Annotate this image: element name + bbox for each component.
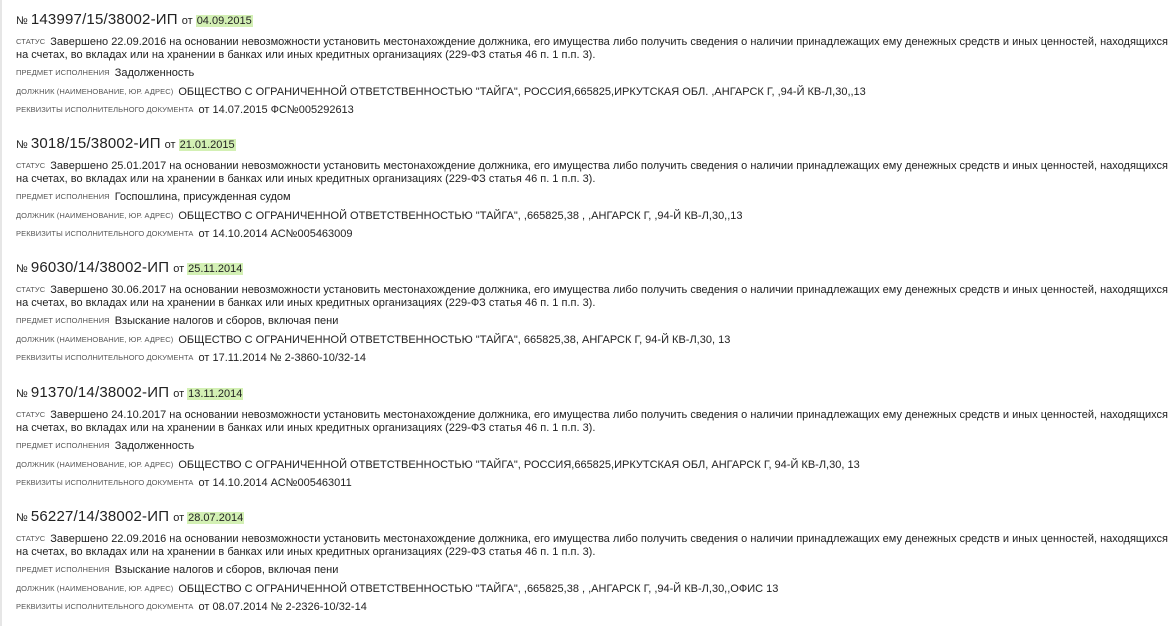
debtor-value: ОБЩЕСТВО С ОГРАНИЧЕННОЙ ОТВЕТСТВЕННОСТЬЮ "ТАЙГА", РОССИЯ,665825,ИРКУТСКАЯ ОБЛ. ,АНГАРСК Г, ,94-Й КВ-Л,30,,13: [178, 86, 866, 98]
proceeding-heading: [16, 11, 253, 29]
requisites-label: РЕКВИЗИТЫ ИСПОЛНИТЕЛЬНОГО ДОКУМЕНТА: [16, 229, 194, 238]
requisites-value: от 14.10.2014 АС№005463011: [198, 477, 352, 489]
requisites-value: от 14.10.2014 АС№005463009: [198, 228, 353, 240]
subject-value: Госпошлина, присужденная судом: [114, 191, 291, 203]
requisites-value: от 17.11.2014 № 2-3860-10/32-14: [198, 352, 367, 364]
proceeding-heading: [16, 508, 244, 526]
proceeding-date: 25.11.2014: [188, 263, 243, 275]
subject-label: ПРЕДМЕТ ИСПОЛНЕНИЯ: [16, 192, 110, 201]
status-row: [16, 283, 1172, 310]
proceeding-number: 91370/14/38002-ИП: [30, 384, 170, 401]
subject-row: [16, 190, 291, 204]
number-sign: №: [16, 139, 28, 151]
proceeding-date: 13.11.2014: [188, 388, 243, 400]
requisites-row: [16, 351, 366, 365]
proceeding-date: 28.07.2014: [188, 512, 244, 524]
requisites-value: от 14.07.2015 ФС№005292613: [198, 104, 354, 116]
subject-label: ПРЕДМЕТ ИСПОЛНЕНИЯ: [16, 316, 110, 325]
proceeding-heading: [16, 384, 243, 402]
requisites-label: РЕКВИЗИТЫ ИСПОЛНИТЕЛЬНОГО ДОКУМЕНТА: [16, 602, 194, 611]
debtor-label: ДОЛЖНИК (НАИМЕНОВАНИЕ, ЮР. АДРЕС): [16, 87, 174, 96]
subject-value: Задолженность: [114, 67, 195, 79]
number-sign: №: [16, 15, 28, 27]
requisites-label: РЕКВИЗИТЫ ИСПОЛНИТЕЛЬНОГО ДОКУМЕНТА: [16, 105, 194, 114]
date-prefix: от: [173, 512, 185, 524]
proceeding-number: 3018/15/38002-ИП: [30, 135, 161, 152]
status-label: СТАТУС: [16, 410, 46, 419]
subject-row: [16, 66, 194, 80]
debtor-label: ДОЛЖНИК (НАИМЕНОВАНИЕ, ЮР. АДРЕС): [16, 335, 174, 344]
status-label: СТАТУС: [16, 161, 46, 170]
debtor-row: [16, 582, 778, 596]
subject-label: ПРЕДМЕТ ИСПОЛНЕНИЯ: [16, 68, 110, 77]
status-text: Завершено 25.01.2017 на основании невозможности установить местонахождение должника, его имущества либо получить сведения о наличии принадлежащих ему денежных средств и иных ценностей, находящихся на счетах, во вкладах или на хранении в банках или иных кредитных организациях (229-ФЗ статья 46 п. 1 п.п. 3).: [16, 160, 1168, 185]
requisites-row: [16, 476, 352, 490]
subject-value: Взыскание налогов и сборов, включая пени: [114, 315, 339, 327]
requisites-row: [16, 600, 367, 614]
debtor-label: ДОЛЖНИК (НАИМЕНОВАНИЕ, ЮР. АДРЕС): [16, 460, 174, 469]
requisites-row: [16, 227, 353, 241]
status-label: СТАТУС: [16, 285, 46, 294]
subject-label: ПРЕДМЕТ ИСПОЛНЕНИЯ: [16, 565, 110, 574]
status-label: СТАТУС: [16, 534, 46, 543]
debtor-value: ОБЩЕСТВО С ОГРАНИЧЕННОЙ ОТВЕТСТВЕННОСТЬЮ "ТАЙГА", 665825,38, АНГАРСК Г, 94-Й КВ-Л,30, 13: [178, 334, 731, 346]
status-row: [16, 532, 1172, 559]
number-sign: №: [16, 512, 28, 524]
proceeding-date: 21.01.2015: [179, 139, 235, 151]
debtor-value: ОБЩЕСТВО С ОГРАНИЧЕННОЙ ОТВЕТСТВЕННОСТЬЮ "ТАЙГА", ,665825,38 , ,АНГАРСК Г, ,94-Й КВ-Л,30,,13: [178, 210, 743, 222]
status-row: [16, 159, 1172, 186]
status-text: Завершено 30.06.2017 на основании невозможности установить местонахождение должника, его имущества либо получить сведения о наличии принадлежащих ему денежных средств и иных ценностей, находящихся на счетах, во вкладах или на хранении в банках или иных кредитных организациях (229-ФЗ статья 46 п. 1 п.п. 3).: [16, 284, 1168, 309]
subject-value: Задолженность: [114, 440, 195, 452]
proceeding-number: 56227/14/38002-ИП: [30, 508, 170, 525]
status-row: [16, 408, 1172, 435]
status-row: [16, 35, 1172, 62]
number-sign: №: [16, 263, 28, 275]
requisites-label: РЕКВИЗИТЫ ИСПОЛНИТЕЛЬНОГО ДОКУМЕНТА: [16, 353, 194, 362]
debtor-row: [16, 458, 860, 472]
date-prefix: от: [173, 388, 185, 400]
subject-row: [16, 439, 194, 453]
proceeding-number: 96030/14/38002-ИП: [30, 259, 170, 276]
debtor-row: [16, 333, 730, 347]
debtor-row: [16, 85, 866, 99]
status-text: Завершено 22.09.2016 на основании невозможности установить местонахождение должника, его имущества либо получить сведения о наличии принадлежащих ему денежных средств и иных ценностей, находящихся на счетах, во вкладах или на хранении в банках или иных кредитных организациях (229-ФЗ статья 46 п. 1 п.п. 3).: [16, 36, 1168, 61]
date-prefix: от: [181, 15, 193, 27]
subject-row: [16, 314, 338, 328]
requisites-value: от 08.07.2014 № 2-2326-10/32-14: [198, 601, 367, 613]
status-text: Завершено 22.09.2016 на основании невозможности установить местонахождение должника, его имущества либо получить сведения о наличии принадлежащих ему денежных средств и иных ценностей, находящихся на счетах, во вкладах или на хранении в банках или иных кредитных организациях (229-ФЗ статья 46 п. 1 п.п. 3).: [16, 533, 1168, 558]
subject-label: ПРЕДМЕТ ИСПОЛНЕНИЯ: [16, 441, 110, 450]
proceeding-heading: [16, 259, 243, 277]
status-text: Завершено 24.10.2017 на основании невозможности установить местонахождение должника, его имущества либо получить сведения о наличии принадлежащих ему денежных средств и иных ценностей, находящихся на счетах, во вкладах или на хранении в банках или иных кредитных организациях (229-ФЗ статья 46 п. 1 п.п. 3).: [16, 409, 1168, 434]
subject-row: [16, 563, 338, 577]
number-sign: №: [16, 388, 28, 400]
left-border: [0, 0, 2, 626]
date-prefix: от: [164, 139, 176, 151]
subject-value: Взыскание налогов и сборов, включая пени: [114, 564, 339, 576]
requisites-label: РЕКВИЗИТЫ ИСПОЛНИТЕЛЬНОГО ДОКУМЕНТА: [16, 478, 194, 487]
status-label: СТАТУС: [16, 37, 46, 46]
requisites-row: [16, 103, 354, 117]
proceeding-date: 04.09.2015: [196, 15, 252, 27]
debtor-label: ДОЛЖНИК (НАИМЕНОВАНИЕ, ЮР. АДРЕС): [16, 211, 174, 220]
debtor-value: ОБЩЕСТВО С ОГРАНИЧЕННОЙ ОТВЕТСТВЕННОСТЬЮ "ТАЙГА", РОССИЯ,665825,ИРКУТСКАЯ ОБЛ, АНГАРСК Г, 94-Й КВ-Л,30, 13: [178, 459, 860, 471]
debtor-value: ОБЩЕСТВО С ОГРАНИЧЕННОЙ ОТВЕТСТВЕННОСТЬЮ "ТАЙГА", ,665825,38 , ,АНГАРСК Г, ,94-Й КВ-Л,30,,ОФИС 13: [178, 583, 779, 595]
proceeding-number: 143997/15/38002-ИП: [30, 11, 178, 28]
date-prefix: от: [173, 263, 185, 275]
debtor-row: [16, 209, 743, 223]
proceeding-heading: [16, 135, 236, 153]
debtor-label: ДОЛЖНИК (НАИМЕНОВАНИЕ, ЮР. АДРЕС): [16, 584, 174, 593]
